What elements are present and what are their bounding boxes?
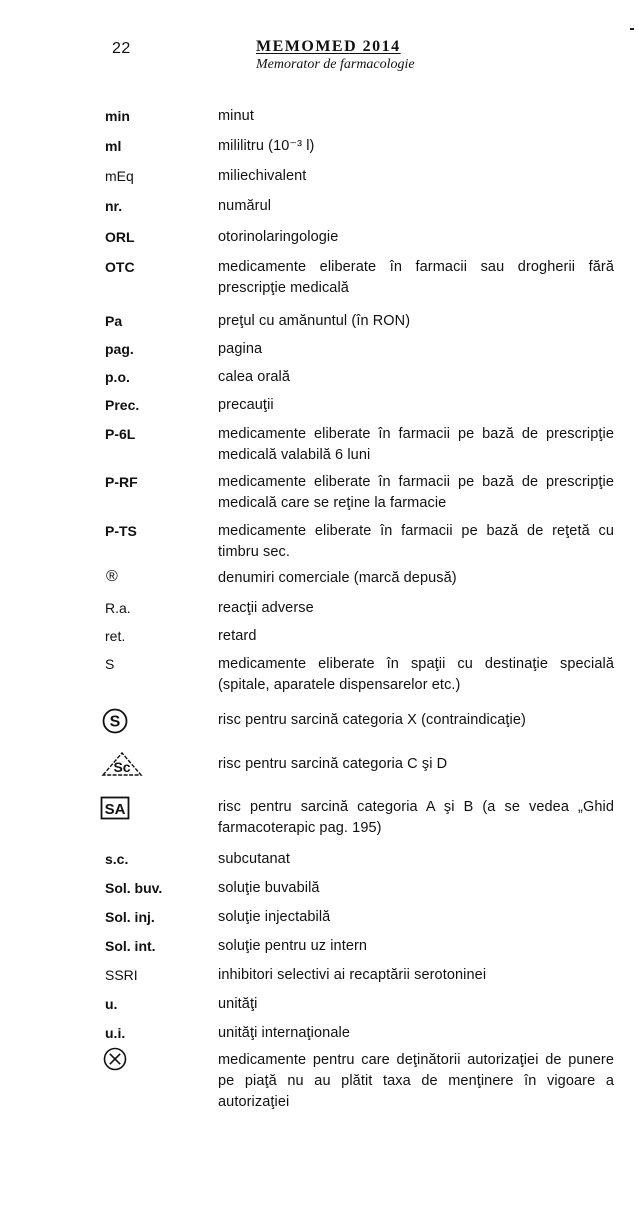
abbreviation: nr. [105,198,123,214]
definition: medicamente eliberate în farmacii pe bază de prescripţie medicală care se reţine la farmacie [218,474,614,511]
definition: medicamente eliberate în farmacii pe bază de reţetă cu timbru sec. [218,523,614,560]
definition: medicamente pentru care deţinătorii autorizaţiei de punere pe piaţă nu au plătit taxa de menţinere în vigoare a autorizaţiei [218,1052,614,1110]
abbreviation: P-TS [105,523,137,539]
abbreviation: ret. [105,628,126,644]
triangle-sc-letters: Sc [113,759,131,775]
definition: soluţie injectabilă [218,909,331,925]
running-header [256,38,476,73]
definition: inhibitori selectivi ai recaptării serotoninei [218,967,487,983]
abbreviation: Sol. buv. [105,880,163,896]
abbreviation: Sol. inj. [105,909,155,925]
page-number: 22 [112,40,131,57]
abbreviation: u.i. [105,1025,126,1041]
scan-mark [630,28,634,30]
boxed-sa-icon [100,796,130,824]
definition: risc pentru sarcină categoria X (contraindicaţie) [218,712,526,728]
abbreviation: ml [105,138,122,154]
boxed-sa-letters: SA [104,801,126,818]
abbreviation: P-6L [105,426,136,442]
abbreviation: mEq [105,168,134,184]
abbreviation: S [105,656,115,672]
definition: medicamente eliberate în spaţii cu destinaţie specială (spitale, aparatele dispensarelor etc.) [218,656,614,693]
definition: denumiri comerciale (marcă depusă) [218,570,457,586]
abbreviation: R.a. [105,600,131,616]
abbreviation: p.o. [105,369,130,385]
abbreviation: SSRI [105,967,138,983]
abbreviation: P-RF [105,474,138,490]
abbreviation: ORL [105,229,135,245]
definition: pagina [218,341,263,357]
definition: miliechivalent [218,168,307,184]
abbreviation: s.c. [105,851,129,867]
definition: soluţie pentru uz intern [218,938,368,954]
abbreviation: pag. [105,341,134,357]
definition: soluţie buvabilă [218,880,320,896]
abbreviation: OTC [105,259,135,275]
abbreviation: min [105,108,130,124]
definition: preţul cu amănuntul (în RON) [218,313,411,329]
triangle-sc-icon [100,748,144,782]
circled-x-icon [102,1046,128,1076]
definition: risc pentru sarcină categoria C şi D [218,756,448,772]
definition: retard [218,628,257,644]
definition: unităţi [218,996,258,1012]
abbreviation: Prec. [105,397,140,413]
circled-s-letter: S [109,713,121,731]
definition: medicamente eliberate în farmacii sau drogherii fără prescripţie medicală [218,259,614,296]
definition: subcutanat [218,851,290,867]
definition: minut [218,108,254,124]
definition: unităţi internaţionale [218,1025,350,1041]
definition: risc pentru sarcină categoria A şi B (a se vedea „Ghid farmacoterapic pag. 195) [218,799,614,836]
header-title: MEMOMED 2014 [256,38,401,55]
definition: numărul [218,198,272,214]
definition: calea orală [218,369,291,385]
definition: mililitru (10⁻³ l) [218,138,315,154]
definition: medicamente eliberate în farmacii pe bază de prescripţie medicală valabilă 6 luni [218,426,614,463]
abbreviation: u. [105,996,118,1012]
registered-symbol-icon: ® [106,568,118,585]
abbreviation: Pa [105,313,123,329]
header-subtitle: Memorator de farmacologie [256,57,415,72]
circled-s-icon [101,707,129,739]
abbreviation: Sol. int. [105,938,156,954]
definition: precauţii [218,397,274,413]
definition: otorinolaringologie [218,229,339,245]
definition: reacţii adverse [218,600,314,616]
